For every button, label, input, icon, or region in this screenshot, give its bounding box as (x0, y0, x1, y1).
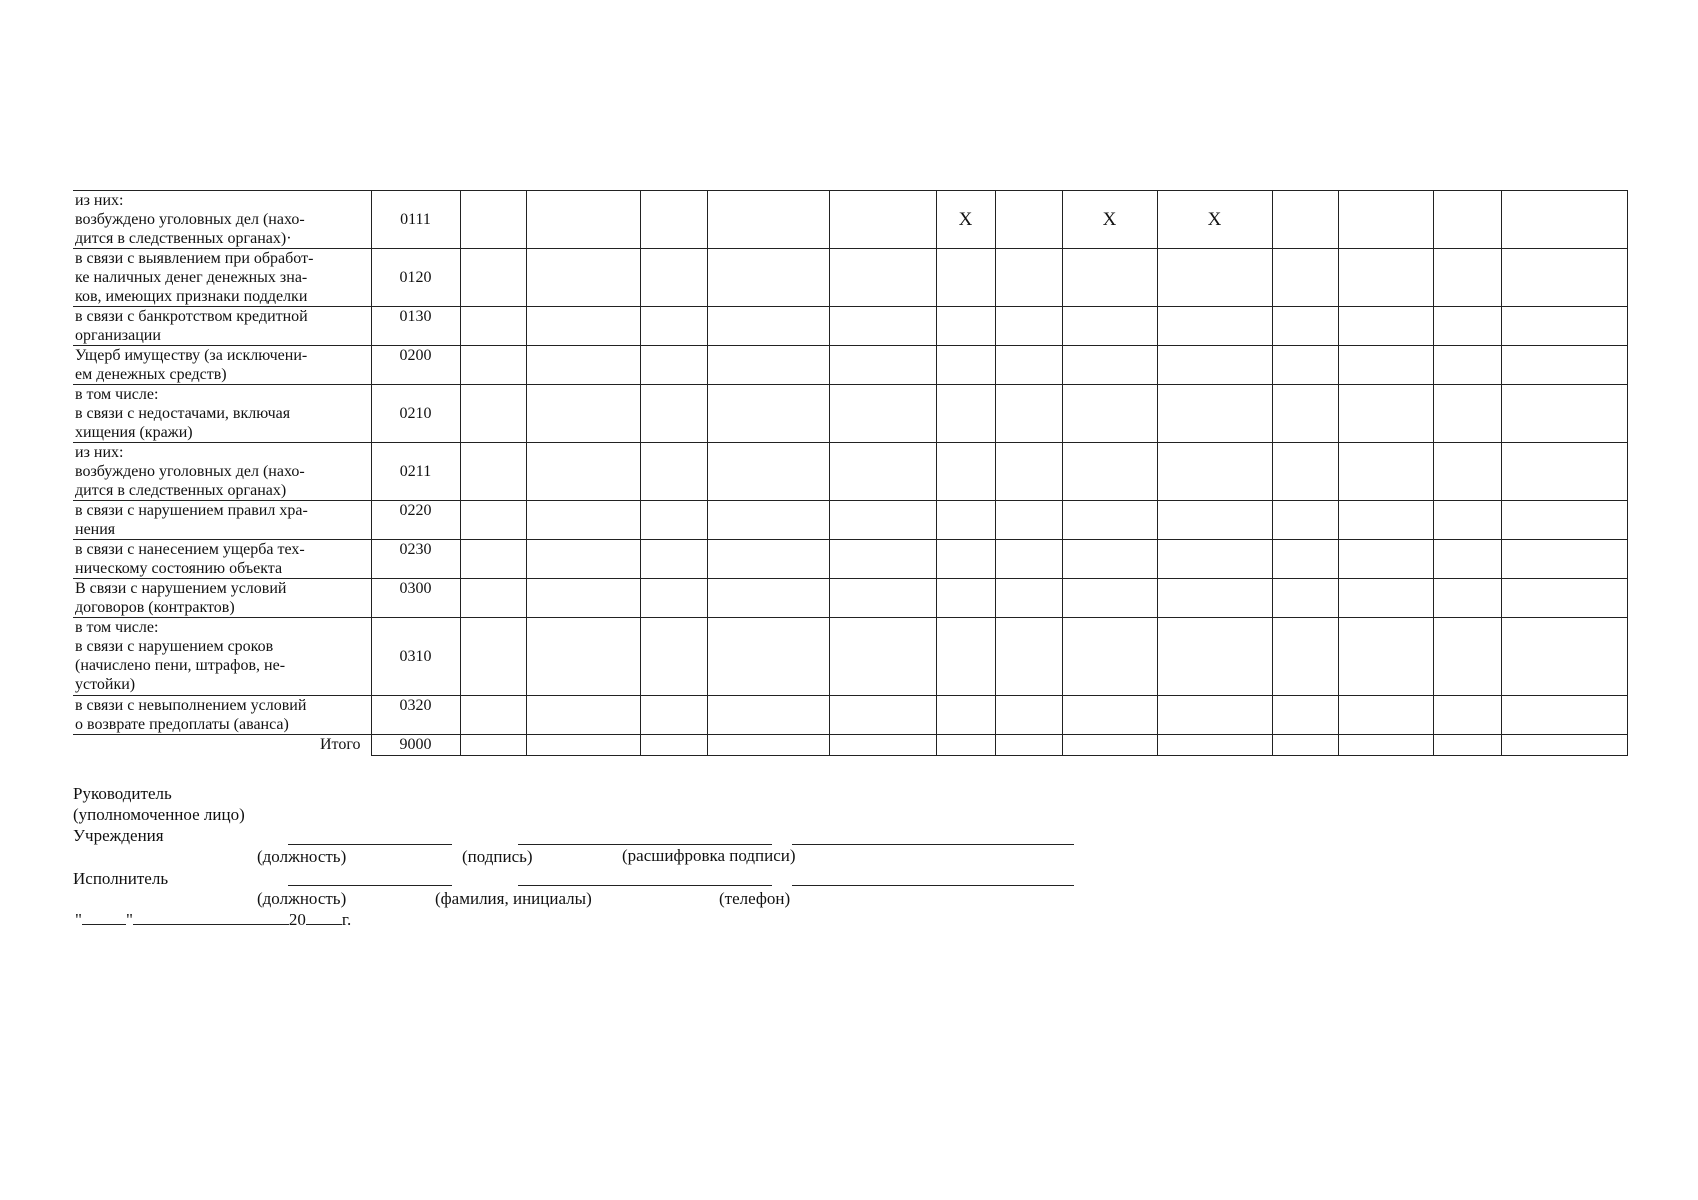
date-line (75, 910, 351, 930)
data-cell[interactable] (1272, 735, 1338, 756)
data-cell[interactable] (1338, 346, 1433, 385)
data-cell[interactable] (995, 307, 1062, 346)
data-cell[interactable] (526, 443, 640, 501)
data-cell[interactable] (1501, 191, 1627, 249)
head-caption-decoding: (расшифровка подписи) (622, 846, 796, 865)
date-year-blank[interactable] (306, 910, 342, 925)
data-cell[interactable] (936, 735, 995, 756)
row-label (73, 735, 371, 756)
row-label (73, 618, 371, 696)
data-cell[interactable] (1433, 307, 1501, 346)
data-cell[interactable] (707, 191, 829, 249)
data-cell[interactable] (1272, 249, 1338, 307)
data-cell[interactable] (1338, 307, 1433, 346)
data-cell[interactable] (1501, 540, 1627, 579)
data-cell[interactable] (707, 618, 829, 696)
row-label (73, 540, 371, 579)
table-row (73, 443, 1627, 501)
head-decoding-line[interactable] (792, 844, 1074, 845)
data-cell[interactable] (1433, 443, 1501, 501)
data-cell[interactable] (936, 696, 995, 735)
row-label-line: в связи с банкротством кредитной (75, 308, 308, 325)
row-label-line: ков, имеющих признаки подделки (75, 288, 308, 305)
row-label-line: в связи с нарушением правил хра- (75, 502, 308, 519)
data-cell[interactable] (936, 501, 995, 540)
data-cell[interactable] (1157, 618, 1272, 696)
data-cell: X (936, 191, 995, 249)
data-cell[interactable] (1272, 618, 1338, 696)
row-label-line: возбуждено уголовных дел (нахо- (75, 463, 305, 480)
data-cell[interactable] (640, 501, 707, 540)
data-cell[interactable] (526, 307, 640, 346)
row-label-line: о возврате предоплаты (аванса) (75, 716, 289, 733)
row-label (73, 191, 371, 249)
data-cell[interactable] (640, 307, 707, 346)
head-signature-line[interactable] (518, 844, 772, 845)
data-cell[interactable] (936, 385, 995, 443)
row-label-line: в связи с выявлением при обработ- (75, 250, 314, 267)
data-cell[interactable] (1338, 696, 1433, 735)
data-cell[interactable] (1501, 696, 1627, 735)
row-label-line: дится в следственных органах) (75, 482, 287, 499)
row-code: 0130 (371, 307, 460, 346)
data-cell[interactable] (1157, 385, 1272, 443)
data-cell[interactable] (995, 385, 1062, 443)
data-cell[interactable] (829, 618, 936, 696)
data-cell[interactable] (995, 191, 1062, 249)
row-label-line: Ущерб имуществу (за исключени- (75, 347, 308, 364)
row-label-line: ническому состоянию объекта (75, 560, 283, 577)
data-cell[interactable] (707, 501, 829, 540)
data-cell[interactable] (460, 696, 526, 735)
executor-phone-line[interactable] (792, 885, 1074, 886)
data-cell[interactable] (1062, 346, 1157, 385)
head-position-line[interactable] (288, 844, 452, 845)
date-year-suffix: г. (341, 910, 352, 929)
data-cell[interactable] (1272, 540, 1338, 579)
row-code: 9000 (371, 735, 460, 756)
data-cell[interactable] (526, 540, 640, 579)
row-label (73, 249, 371, 307)
data-cell[interactable] (1433, 501, 1501, 540)
data-cell[interactable] (1157, 249, 1272, 307)
data-cell[interactable] (1501, 618, 1627, 696)
head-caption-position: (должность) (257, 847, 347, 866)
data-cell[interactable] (526, 735, 640, 756)
data-cell[interactable] (640, 696, 707, 735)
data-cell[interactable] (1338, 191, 1433, 249)
row-label-line: возбуждено уголовных дел (нахо- (75, 211, 305, 228)
row-label (73, 443, 371, 501)
executor-caption-phone: (телефон) (719, 889, 791, 908)
row-code: 0230 (371, 540, 460, 579)
row-label-line: из них: (75, 444, 124, 461)
row-label-line: в том числе: (75, 619, 159, 636)
data-cell[interactable] (1501, 385, 1627, 443)
executor-position-line[interactable] (288, 885, 452, 886)
row-code: 0220 (371, 501, 460, 540)
data-cell[interactable] (1157, 346, 1272, 385)
row-label-line: в связи с невыполнением условий (75, 697, 307, 714)
row-label-line: (начислено пени, штрафов, не- (75, 657, 286, 674)
data-cell[interactable] (640, 540, 707, 579)
data-cell[interactable] (460, 579, 526, 618)
data-cell[interactable] (1272, 579, 1338, 618)
data-cell[interactable] (995, 735, 1062, 756)
data-cell[interactable] (1338, 501, 1433, 540)
table-row (73, 696, 1627, 735)
data-cell[interactable] (1272, 443, 1338, 501)
date-year-prefix: 20 (288, 910, 306, 929)
data-cell[interactable] (829, 579, 936, 618)
data-cell[interactable] (460, 735, 526, 756)
data-cell[interactable] (460, 618, 526, 696)
data-cell[interactable] (1272, 501, 1338, 540)
row-code: 0320 (371, 696, 460, 735)
data-cell[interactable] (1272, 346, 1338, 385)
data-cell[interactable] (640, 385, 707, 443)
data-cell[interactable] (1272, 191, 1338, 249)
row-label (73, 385, 371, 443)
data-cell[interactable] (1338, 249, 1433, 307)
table-row (73, 618, 1627, 696)
data-cell[interactable] (936, 540, 995, 579)
head-label-line3: Учреждения (73, 826, 164, 845)
data-cell[interactable] (460, 191, 526, 249)
row-label-line: организации (75, 327, 161, 344)
data-cell[interactable] (1062, 385, 1157, 443)
data-cell[interactable] (707, 696, 829, 735)
data-cell[interactable] (1272, 385, 1338, 443)
row-code: 0310 (371, 618, 460, 696)
data-cell[interactable] (526, 618, 640, 696)
data-cell[interactable] (707, 735, 829, 756)
executor-name-line[interactable] (518, 885, 772, 886)
data-cell[interactable] (1338, 385, 1433, 443)
row-label-line: дится в следственных органах)· (75, 230, 292, 247)
data-cell[interactable] (1433, 696, 1501, 735)
data-cell[interactable] (1157, 443, 1272, 501)
table-row (73, 346, 1627, 385)
row-label-line: в связи с недостачами, включая (75, 405, 291, 422)
data-cell[interactable] (526, 191, 640, 249)
data-cell[interactable] (829, 307, 936, 346)
head-label-line2: (уполномоченное лицо) (73, 805, 245, 824)
data-cell[interactable] (936, 307, 995, 346)
data-cell[interactable] (460, 249, 526, 307)
data-cell[interactable] (1338, 735, 1433, 756)
data-cell[interactable] (995, 696, 1062, 735)
data-cell[interactable] (829, 696, 936, 735)
data-cell[interactable] (995, 346, 1062, 385)
data-cell[interactable] (995, 618, 1062, 696)
data-cell[interactable] (1157, 307, 1272, 346)
data-cell[interactable] (1062, 579, 1157, 618)
data-cell[interactable] (829, 191, 936, 249)
data-cell[interactable] (1338, 579, 1433, 618)
data-cell[interactable] (460, 540, 526, 579)
row-code: 0300 (371, 579, 460, 618)
table-row (73, 307, 1627, 346)
data-cell[interactable] (1433, 191, 1501, 249)
data-cell[interactable] (1501, 307, 1627, 346)
data-cell[interactable] (1272, 696, 1338, 735)
date-month-blank[interactable] (133, 910, 289, 925)
data-cell[interactable] (1433, 385, 1501, 443)
executor-caption-position: (должность) (257, 889, 347, 908)
data-cell[interactable] (707, 443, 829, 501)
date-day-blank[interactable] (82, 910, 126, 925)
row-label (73, 307, 371, 346)
table-row (73, 501, 1627, 540)
row-label-line: ем денежных средств) (75, 366, 227, 383)
data-cell[interactable] (1062, 501, 1157, 540)
data-cell[interactable] (1433, 618, 1501, 696)
row-code: 0200 (371, 346, 460, 385)
data-cell[interactable] (1062, 696, 1157, 735)
data-cell[interactable] (1062, 618, 1157, 696)
date-open-quote: " (75, 910, 82, 929)
data-cell[interactable] (1433, 346, 1501, 385)
data-cell[interactable] (1501, 443, 1627, 501)
data-cell[interactable] (460, 346, 526, 385)
data-cell[interactable] (995, 501, 1062, 540)
row-label-line: Итого (320, 736, 361, 753)
data-cell[interactable] (640, 191, 707, 249)
data-cell[interactable] (1338, 540, 1433, 579)
data-cell[interactable] (1062, 307, 1157, 346)
row-code: 0211 (371, 443, 460, 501)
data-cell[interactable] (707, 540, 829, 579)
row-label-line: хищения (кражи) (75, 424, 193, 441)
data-cell[interactable] (526, 249, 640, 307)
data-cell[interactable] (995, 540, 1062, 579)
row-label-line: в связи с нанесением ущерба тех- (75, 541, 305, 558)
row-label-line: в том числе: (75, 386, 159, 403)
data-cell[interactable] (526, 696, 640, 735)
data-cell[interactable] (936, 443, 995, 501)
data-cell: X (1157, 191, 1272, 249)
data-cell[interactable] (640, 735, 707, 756)
head-label-line1: Руководитель (73, 784, 172, 803)
data-cell[interactable] (829, 501, 936, 540)
row-label (73, 501, 371, 540)
data-cell[interactable] (936, 579, 995, 618)
data-cell[interactable] (707, 307, 829, 346)
data-cell[interactable] (995, 579, 1062, 618)
data-cell[interactable] (460, 385, 526, 443)
table-row (73, 579, 1627, 618)
table-row (73, 191, 1627, 249)
data-cell[interactable] (707, 579, 829, 618)
data-cell[interactable] (936, 618, 995, 696)
data-cell[interactable] (1062, 735, 1157, 756)
data-cell[interactable] (1433, 249, 1501, 307)
data-cell[interactable] (640, 346, 707, 385)
data-cell[interactable] (1157, 735, 1272, 756)
data-cell[interactable] (460, 307, 526, 346)
data-cell[interactable] (1157, 501, 1272, 540)
data-cell[interactable] (707, 385, 829, 443)
table-row (73, 385, 1627, 443)
data-cell[interactable] (640, 443, 707, 501)
date-close-quote: " (125, 910, 133, 929)
data-cell[interactable] (1157, 540, 1272, 579)
data-cell[interactable] (640, 249, 707, 307)
data-cell[interactable] (829, 735, 936, 756)
data-cell[interactable] (460, 501, 526, 540)
data-cell[interactable] (1338, 618, 1433, 696)
row-label-line: ке наличных денег денежных зна- (75, 269, 308, 286)
executor-caption-name: (фамилия, инициалы) (435, 889, 592, 908)
data-cell[interactable] (936, 249, 995, 307)
data-cell[interactable] (829, 385, 936, 443)
executor-label: Исполнитель (73, 869, 169, 888)
data-cell[interactable] (829, 443, 936, 501)
row-label (73, 346, 371, 385)
data-cell[interactable] (1501, 249, 1627, 307)
head-caption-signature: (подпись) (462, 847, 533, 866)
data-cell[interactable] (1501, 346, 1627, 385)
table-row (73, 540, 1627, 579)
row-label-line: в связи с нарушением сроков (75, 638, 274, 655)
data-cell[interactable] (1062, 540, 1157, 579)
data-cell[interactable] (829, 346, 936, 385)
data-cell[interactable] (526, 346, 640, 385)
data-cell[interactable] (1433, 735, 1501, 756)
data-cell[interactable] (640, 579, 707, 618)
row-label-line: нения (75, 521, 116, 538)
data-cell[interactable] (1338, 443, 1433, 501)
data-cell[interactable] (1433, 540, 1501, 579)
data-cell[interactable] (526, 501, 640, 540)
data-cell[interactable] (1157, 579, 1272, 618)
table-row (73, 735, 1627, 756)
data-cell[interactable] (829, 249, 936, 307)
data-cell[interactable] (1501, 501, 1627, 540)
data-cell[interactable] (936, 346, 995, 385)
report-table (73, 190, 1628, 756)
row-label-line: из них: (75, 192, 124, 209)
data-cell[interactable] (1062, 249, 1157, 307)
data-cell[interactable] (1272, 307, 1338, 346)
data-cell: X (1062, 191, 1157, 249)
data-cell[interactable] (707, 249, 829, 307)
row-label (73, 579, 371, 618)
row-label-line: устойки) (75, 676, 136, 693)
row-code: 0111 (371, 191, 460, 249)
data-cell[interactable] (829, 540, 936, 579)
row-label-line: договоров (контрактов) (75, 599, 235, 616)
data-cell[interactable] (640, 618, 707, 696)
row-label (73, 696, 371, 735)
data-cell[interactable] (1501, 735, 1627, 756)
row-code: 0120 (371, 249, 460, 307)
data-cell[interactable] (526, 385, 640, 443)
data-cell[interactable] (460, 443, 526, 501)
data-cell[interactable] (1501, 579, 1627, 618)
data-cell[interactable] (707, 346, 829, 385)
data-cell[interactable] (1433, 579, 1501, 618)
data-cell[interactable] (526, 579, 640, 618)
row-label-line: В связи с нарушением условий (75, 580, 287, 597)
data-cell[interactable] (995, 249, 1062, 307)
data-cell[interactable] (1062, 443, 1157, 501)
data-cell[interactable] (995, 443, 1062, 501)
row-code: 0210 (371, 385, 460, 443)
table-row (73, 249, 1627, 307)
data-cell[interactable] (1157, 696, 1272, 735)
